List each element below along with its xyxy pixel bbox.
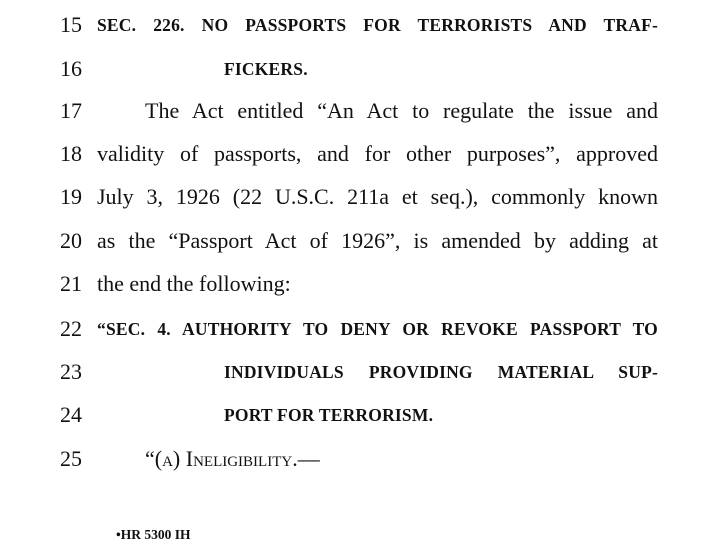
- document-line-22: [0, 314, 703, 344]
- document-line-23: [0, 357, 703, 387]
- line-number: 19: [60, 184, 82, 209]
- line-number: 16: [60, 56, 82, 81]
- document-line-25: [0, 444, 703, 474]
- document-line-15: [0, 10, 703, 40]
- line-number: 17: [60, 98, 82, 123]
- line-number: 18: [60, 141, 82, 166]
- body-text: July 3, 1926 (22 U.S.C. 211a et seq.), commonly known: [97, 184, 658, 209]
- document-line-16: [0, 54, 703, 84]
- document-line-21: [0, 269, 703, 299]
- body-text: validity of passports, and for other purposes”, approved: [97, 141, 658, 166]
- document-line-20: [0, 226, 703, 256]
- line-number: 20: [60, 228, 82, 253]
- document-line-17: [0, 96, 703, 126]
- line-number: 23: [60, 359, 82, 384]
- subsection-heading: “(a) Ineligibility.—: [145, 446, 320, 471]
- line-number: 22: [60, 316, 82, 341]
- body-text: as the “Passport Act of 1926”, is amended by adding at: [97, 228, 658, 253]
- bill-identifier-footer: •HR 5300 IH: [116, 527, 191, 542]
- document-line-24: [0, 400, 703, 430]
- section-heading-continued: FICKERS.: [224, 59, 308, 79]
- line-number: 15: [60, 12, 82, 37]
- body-text: The Act entitled “An Act to regulate the issue and: [145, 98, 658, 123]
- section-heading: “SEC. 4. AUTHORITY TO DENY OR REVOKE PASSPORT TO: [97, 319, 658, 339]
- line-number: 24: [60, 402, 82, 427]
- line-number: 25: [60, 446, 82, 471]
- section-heading-continued: INDIVIDUALS PROVIDING MATERIAL SUP-: [224, 362, 658, 382]
- document-line-19: [0, 182, 703, 212]
- section-heading-continued: PORT FOR TERRORISM.: [224, 405, 434, 425]
- line-number: 21: [60, 271, 82, 296]
- body-text: the end the following:: [97, 271, 291, 296]
- document-line-18: [0, 139, 703, 169]
- section-heading: SEC. 226. NO PASSPORTS FOR TERRORISTS AND TRAF-: [97, 15, 658, 35]
